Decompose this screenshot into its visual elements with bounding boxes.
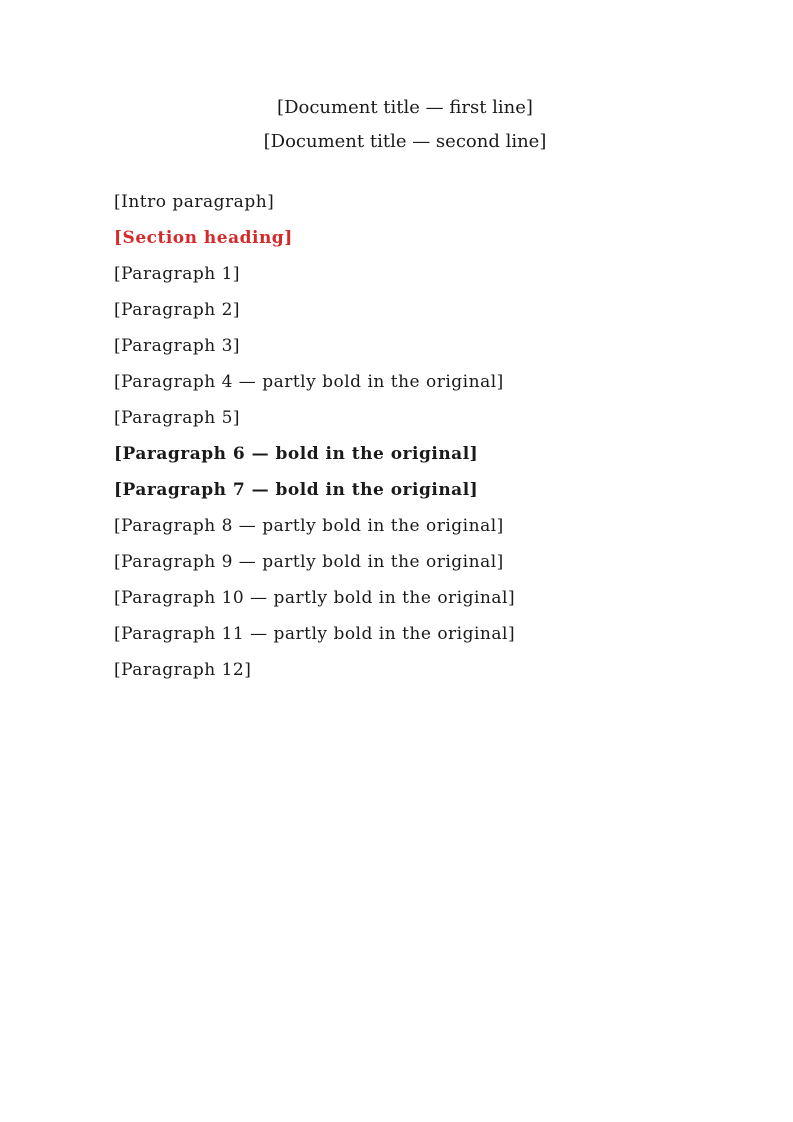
paragraph: [Paragraph 4 — partly bold in the original] bbox=[114, 372, 504, 392]
paragraph: [Paragraph 7 — bold in the original] bbox=[114, 480, 479, 500]
paragraph: [Paragraph 6 — bold in the original] bbox=[114, 444, 479, 464]
document-title-line-1: [Document title — first line] bbox=[277, 97, 533, 118]
paragraph: [Paragraph 8 — partly bold in the original] bbox=[114, 516, 504, 536]
section-heading: [Section heading] bbox=[114, 228, 293, 248]
paragraph: [Paragraph 5] bbox=[114, 408, 241, 428]
paragraph: [Paragraph 1] bbox=[114, 264, 241, 284]
paragraph-intro: [Intro paragraph] bbox=[114, 192, 275, 212]
paragraph: [Paragraph 10 — partly bold in the original] bbox=[114, 588, 516, 608]
paragraph: [Paragraph 9 — partly bold in the original] bbox=[114, 552, 504, 572]
paragraph: [Paragraph 3] bbox=[114, 336, 241, 356]
paragraph: [Paragraph 11 — partly bold in the original] bbox=[114, 624, 516, 644]
paragraph: [Paragraph 2] bbox=[114, 300, 241, 320]
document-title-line-2: [Document title — second line] bbox=[263, 131, 547, 152]
paragraph: [Paragraph 12] bbox=[114, 660, 252, 680]
document-body bbox=[80, 184, 720, 688]
